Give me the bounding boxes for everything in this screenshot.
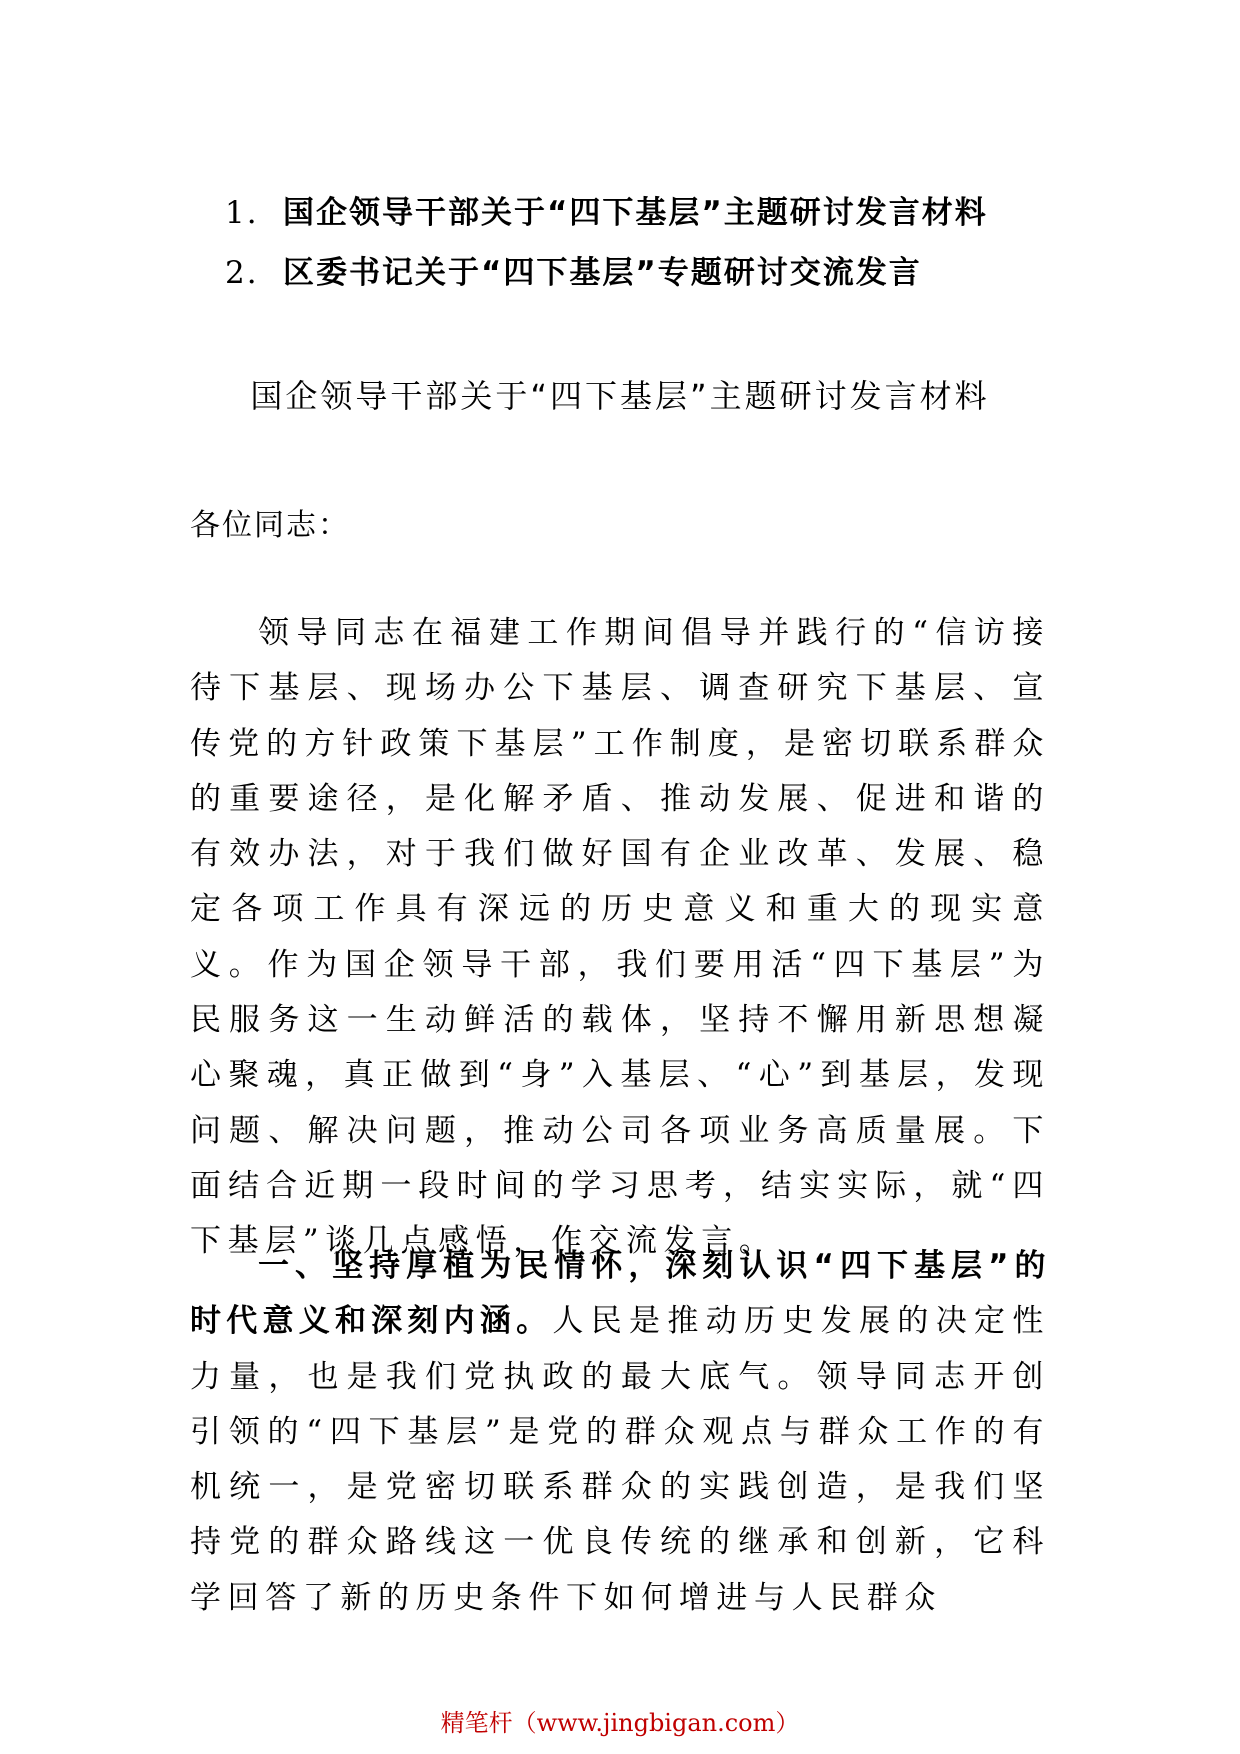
toc-item-2 — [225, 243, 988, 303]
salutation: 各位同志： — [190, 508, 350, 543]
toc-item-number: 2. — [225, 255, 259, 291]
body-paragraph-1 — [190, 606, 1050, 1270]
body-paragraph-2 — [190, 1239, 1050, 1626]
toc-item-number: 1. — [225, 195, 259, 231]
paragraph-text: 领导同志在福建工作期间倡导并践行的“信访接待下基层、现场办公下基层、调查研究下基层、宣传党的方针政策下基层”工作制度，是密切联系群众的重要途径，是化解矛盾、推动发展、促进和谐的有效办法，对于我们做好国有企业改革、发展、稳定各项工作具有深远的历史意义和重大的现实意义。作为国企领导干部，我们要用活“四下基层”为民服务这一生动鲜活的载体，坚持不懈用新思想凝心聚魂，真正做到“身”入基层、“心”到基层，发现问题、解决问题，推动公司各项业务高质量展。下面结合近期一段时间的学习思考，结实实际，就“四下基层”谈几点感悟，作交流发言。 — [190, 615, 1050, 1260]
footer-watermark: 精笔杆（www.jingbigan.com） — [440, 1709, 800, 1737]
table-of-contents — [225, 183, 988, 303]
toc-item-1 — [225, 183, 988, 243]
paragraph-text: 人民是推动历史发展的决定性力量，也是我们党执政的最大底气。领导同志开创引领的“四下基层”是党的群众观点与群众工作的有机统一，是党密切联系群众的实践创造，是我们坚持党的群众路线这一优良传统的继承和创新，它科学回答了新的历史条件下如何增进与人民群众 — [190, 1303, 1050, 1616]
document-title: 国企领导干部关于“四下基层”主题研讨发言材料 — [250, 377, 990, 415]
toc-item-title: 国企领导干部关于“四下基层”主题研讨发言材料 — [283, 195, 988, 231]
toc-item-title: 区委书记关于“四下基层”专题研讨交流发言 — [283, 255, 922, 291]
section-heading: 一、坚持厚植为民情怀，深刻认识“四下基层”的时代意义和深刻内涵。 — [190, 1248, 1050, 1340]
